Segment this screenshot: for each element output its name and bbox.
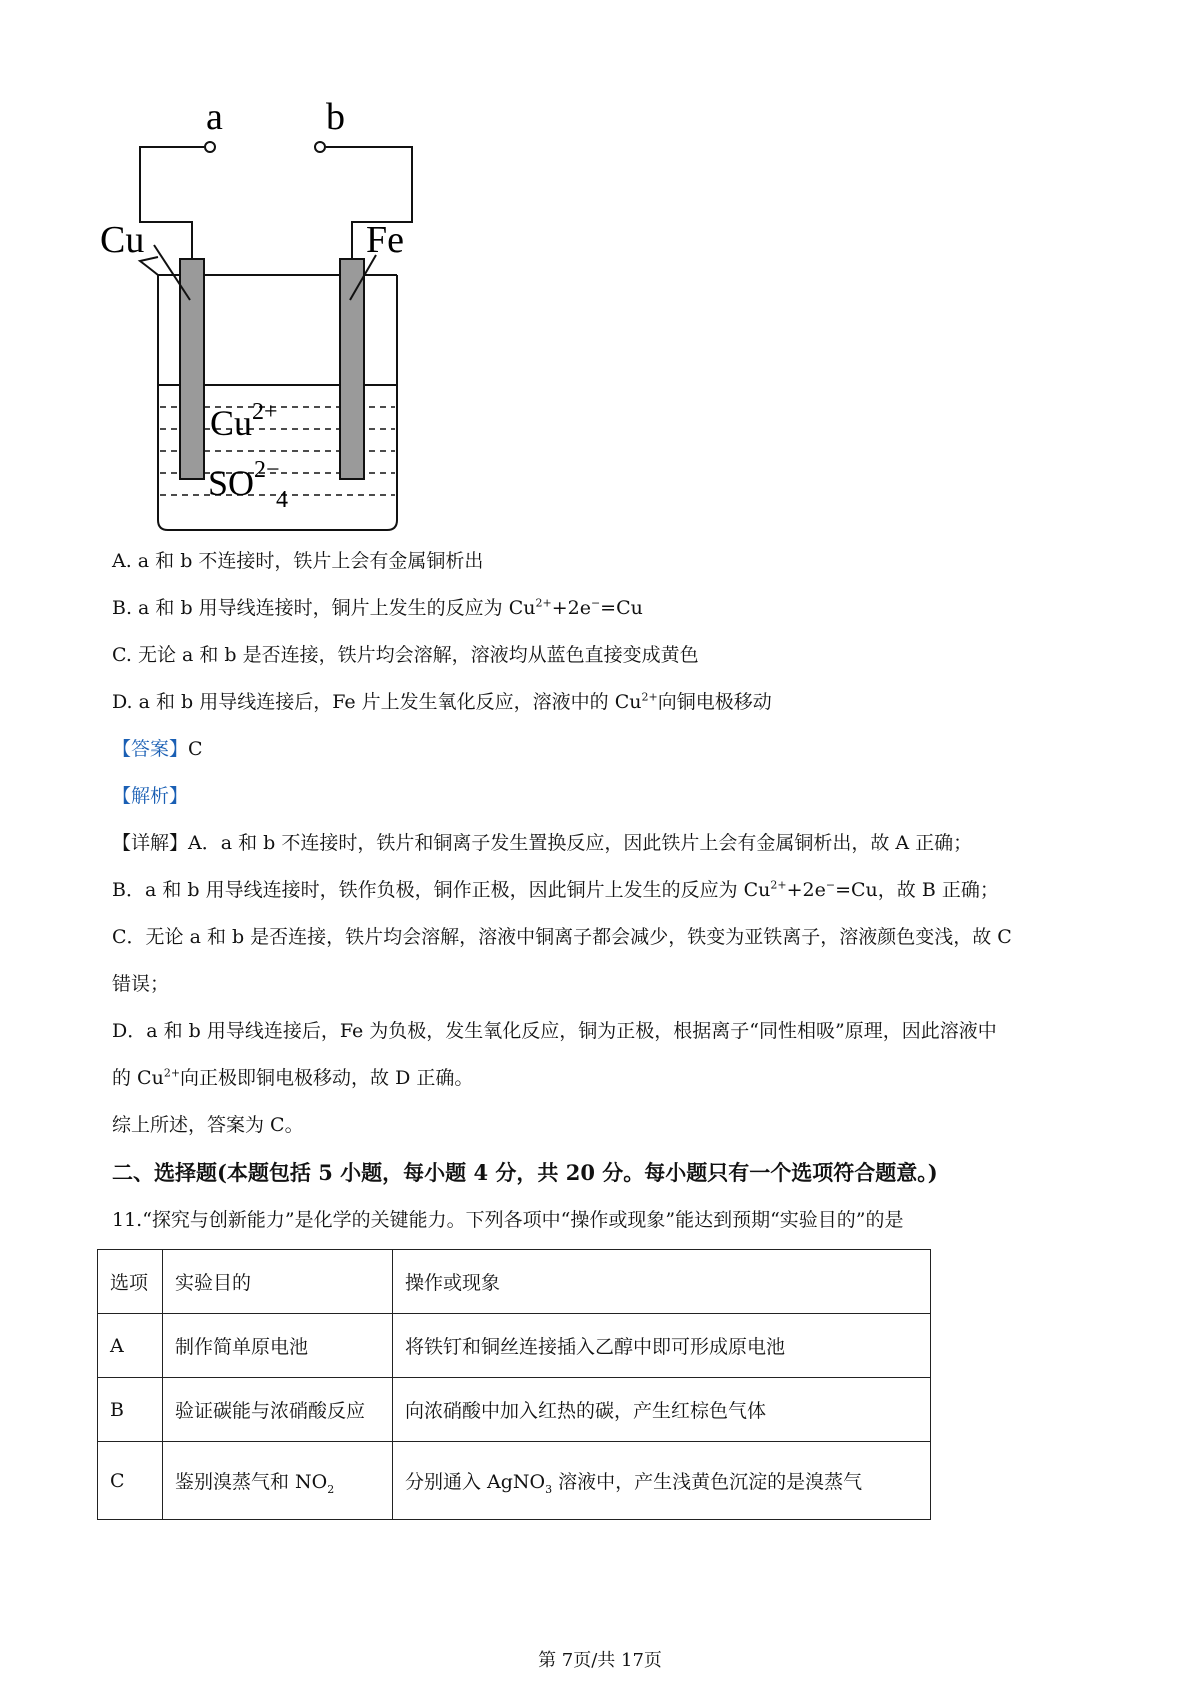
answer-label: 【答案】 <box>112 738 189 760</box>
option-a: A. a 和 b 不连接时，铁片上会有金属铜析出 <box>112 550 484 572</box>
label-b: b <box>326 96 345 138</box>
ion-so4-2minus: $SO^{2-}$ 4 <box>208 457 288 513</box>
terminal-a <box>205 142 215 152</box>
label-fe: Fe <box>366 219 404 261</box>
table-row: A 制作简单原电池 将铁钉和铜丝连接插入乙醇中即可形成原电池 <box>98 1314 931 1378</box>
terminal-b <box>315 142 325 152</box>
ion-cu2plus: $Cu^{2+}$ <box>210 399 278 443</box>
table-header-row <box>98 1250 931 1314</box>
option-d: D. a 和 b 用导线连接后，Fe 片上发生氧化反应，溶液中的 $Cu^{2+}$向铜电极移动 <box>112 690 772 713</box>
section-heading: 二、选择题(本题包括 5 小题，每小题 4 分，共 20 分。每小题只有一个选项符合题意。) <box>112 1160 938 1185</box>
table-row: C 鉴别溴蒸气和 $NO_2$ 分别通入 AgNO$_3$ 溶液中，产生浅黄色沉淀的是溴蒸气 <box>98 1442 931 1520</box>
detail-a: 【详解】A．a 和 b 不连接时，铁片和铜离子发生置换反应，因此铁片上会有金属铜析出，故 A 正确； <box>112 832 973 854</box>
analysis-label: 【解析】 <box>112 785 189 807</box>
header-goal: 实验目的 <box>163 1250 393 1314</box>
label-a: a <box>206 96 223 138</box>
detail-c-line2: 错误； <box>112 973 170 995</box>
answer-value: C <box>188 738 203 760</box>
option-c: C. 无论 a 和 b 是否连接，铁片均会溶解，溶液均从蓝色直接变成黄色 <box>112 644 699 666</box>
electrochemical-cell-figure <box>100 95 460 535</box>
summary-line: 综上所述，答案为 C。 <box>112 1114 304 1136</box>
question-11-table <box>97 1249 931 1520</box>
header-option: 选项 <box>98 1250 163 1314</box>
header-operation: 操作或现象 <box>393 1250 931 1314</box>
option-b: B. a 和 b 用导线连接时，铜片上发生的反应为 $Cu^{2+}+2e^-=Cu$ <box>112 596 643 619</box>
detail-d-line1: D．a 和 b 用导线连接后，Fe 为负极，发生氧化反应，铜为正极，根据离子“同性相吸”原理，因此溶液中 <box>112 1020 997 1042</box>
iron-electrode <box>340 259 364 479</box>
detail-b: B．a 和 b 用导线连接时，铁作负极，铜作正极，因此铜片上发生的反应为 $Cu^{2+}+2e^-=Cu$，故 B 正确； <box>112 878 999 901</box>
page-footer: 第 7页/共 17页 <box>538 1650 662 1671</box>
detail-d-line2: 的 $Cu^{2+}$向正极即铜电极移动，故 D 正确。 <box>112 1066 474 1089</box>
question-11-stem: 11.“探究与创新能力”是化学的关键能力。下列各项中“操作或现象”能达到预期“实验目的”的是 <box>112 1209 904 1231</box>
table-row: B 验证碳能与浓硝酸反应 向浓硝酸中加入红热的碳，产生红棕色气体 <box>98 1378 931 1442</box>
answer-line <box>112 736 203 762</box>
label-cu: Cu <box>100 219 145 261</box>
wire-left <box>140 147 204 259</box>
detail-c-line1: C．无论 a 和 b 是否连接，铁片均会溶解，溶液中铜离子都会减少，铁变为亚铁离子，溶液颜色变浅，故 C <box>112 926 1012 948</box>
